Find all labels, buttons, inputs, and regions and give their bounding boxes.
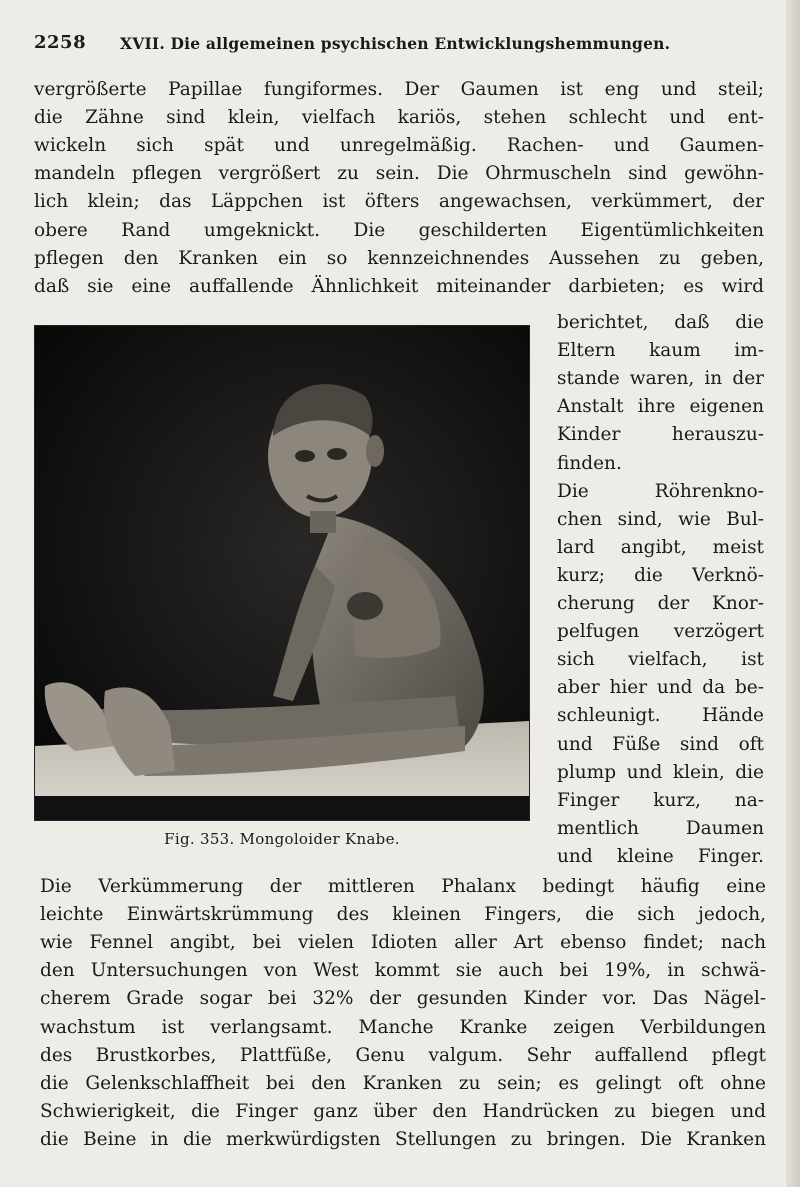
text-line: mentlich Daumen [557, 817, 764, 839]
text-line: finden. [557, 452, 622, 474]
text-line: kurz; die Verknö- [557, 564, 764, 586]
text-line: lard angibt, meist [557, 536, 764, 558]
text-line: die Beine in die merkwürdigsten Stellungen zu bringen. Die Kranken [40, 1128, 766, 1150]
text-line: Schwierigkeit, die Finger ganz über den Handrücken zu biegen und [40, 1100, 766, 1122]
text-line: Eltern kaum im- [557, 340, 764, 362]
text-line: des Brustkorbes, Plattfüße, Genu valgum. Sehr auffallend pflegt [40, 1044, 766, 1066]
text-line: stande waren, in der [557, 368, 764, 390]
text-line: obere Rand umgeknickt. Die geschilderten Eigentümlichkeiten [34, 219, 764, 241]
text-line: sich vielfach, ist [557, 649, 764, 671]
text-line: lich klein; das Läppchen ist öfters angewachsen, verkümmert, der [34, 191, 764, 213]
text-line: aber hier und da be- [557, 677, 764, 699]
scan-edge-shadow [786, 0, 800, 1187]
text-line: Die Röhrenkno- [557, 480, 764, 502]
text-line: chen sind, wie Bul- [557, 508, 764, 530]
text-line: plump und klein, die [557, 761, 764, 783]
text-line: den Untersuchungen von West kommt sie auch bei 19%, in schwä- [40, 960, 766, 982]
text-line: wickeln sich spät und unregelmäßig. Rachen- und Gaumen- [34, 135, 764, 157]
text-line: daß sie eine auffallende Ähnlichkeit miteinander darbieten; es wird [34, 275, 764, 297]
figure-photograph [34, 325, 530, 821]
text-line: und Füße sind oft [557, 733, 764, 755]
page-number: 2258 [34, 32, 87, 53]
figure-caption: Fig. 353. Mongoloider Knabe. [164, 830, 400, 848]
text-line: Kinder herauszu- [557, 424, 764, 446]
running-title: XVII. Die allgemeinen psychischen Entwicklungshemmungen. [120, 34, 671, 53]
text-line: pflegen den Kranken ein so kennzeichnendes Aussehen zu geben, [34, 247, 764, 269]
text-line: mandeln pflegen vergrößert zu sein. Die Ohrmuscheln sind gewöhn- [34, 163, 764, 185]
text-line: Finger kurz, na- [557, 789, 764, 811]
text-line: die Gelenkschlaffheit bei den Kranken zu sein; es gelingt oft ohne [40, 1072, 766, 1094]
text-line: Die Verkümmerung der mittleren Phalanx bedingt häufig eine [40, 876, 766, 897]
text-line: schleunigt. Hände [557, 705, 764, 727]
page-header [34, 32, 774, 58]
text-line: cherem Grade sogar bei 32% der gesunden Kinder vor. Das Nägel- [40, 988, 766, 1010]
text-line: die Zähne sind klein, vielfach kariös, stehen schlecht und ent- [34, 107, 764, 129]
text-line: Anstalt ihre eigenen [557, 396, 764, 418]
text-line: berichtet, daß die [557, 312, 764, 333]
text-line: wachstum ist verlangsamt. Manche Kranke zeigen Verbildungen [40, 1016, 766, 1038]
text-line: und kleine Finger. [557, 845, 764, 867]
text-line: vergrößerte Papillae fungiformes. Der Gaumen ist eng und steil; [34, 79, 764, 100]
photo-mongoloid-boy [35, 326, 529, 820]
text-line: cherung der Knor- [557, 593, 764, 614]
text-line: leichte Einwärtskrümmung des kleinen Fingers, die sich jedoch, [40, 904, 766, 926]
text-line: wie Fennel angibt, bei vielen Idioten aller Art ebenso findet; nach [40, 932, 766, 954]
text-line: pelfugen verzögert [557, 621, 764, 643]
